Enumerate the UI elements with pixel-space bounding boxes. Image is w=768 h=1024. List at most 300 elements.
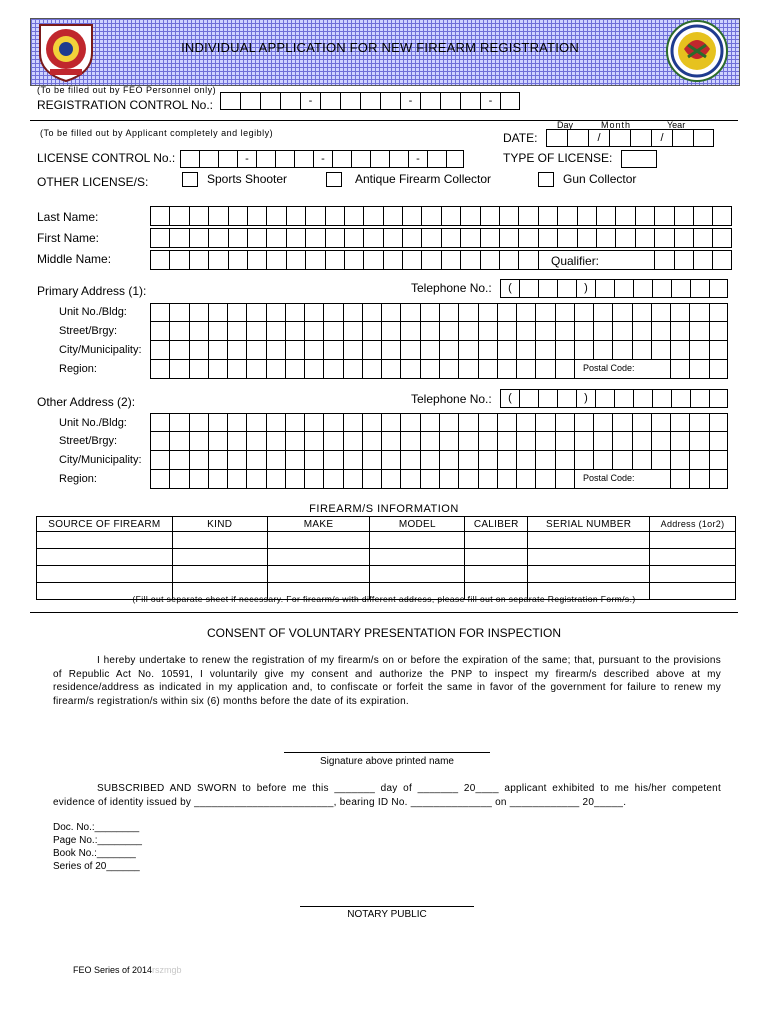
char-box[interactable] <box>401 451 420 469</box>
char-box[interactable] <box>479 470 498 488</box>
char-box[interactable] <box>655 251 674 269</box>
char-box[interactable] <box>228 451 247 469</box>
char-box[interactable] <box>326 229 345 247</box>
char-box[interactable] <box>170 207 189 225</box>
char-box[interactable] <box>613 322 632 340</box>
char-box[interactable] <box>306 229 325 247</box>
char-box[interactable] <box>151 322 170 340</box>
char-box[interactable] <box>421 304 440 321</box>
char-box[interactable] <box>364 251 383 269</box>
char-box[interactable] <box>305 322 324 340</box>
char-box[interactable] <box>324 304 343 321</box>
city-boxes-2[interactable] <box>150 451 728 470</box>
char-box[interactable] <box>151 251 170 269</box>
char-box[interactable] <box>459 304 478 321</box>
char-box[interactable] <box>710 322 729 340</box>
char-box[interactable] <box>421 470 440 488</box>
char-box[interactable] <box>209 207 228 225</box>
char-box[interactable] <box>671 451 690 469</box>
char-box[interactable] <box>190 470 209 488</box>
char-box[interactable] <box>710 432 729 450</box>
char-box[interactable] <box>710 360 729 378</box>
license-control-boxes[interactable]: - - - <box>180 150 464 168</box>
char-box[interactable] <box>247 451 266 469</box>
char-box[interactable] <box>209 322 228 340</box>
char-box[interactable] <box>209 360 228 378</box>
char-box[interactable] <box>209 304 228 321</box>
char-box[interactable] <box>671 341 690 359</box>
char-box[interactable] <box>247 432 266 450</box>
char-box[interactable] <box>594 304 613 321</box>
street-boxes-1[interactable] <box>150 322 728 341</box>
char-box[interactable] <box>324 470 343 488</box>
char-box[interactable] <box>536 341 555 359</box>
char-box[interactable] <box>652 451 671 469</box>
char-box[interactable] <box>498 341 517 359</box>
char-box[interactable] <box>305 451 324 469</box>
char-box[interactable] <box>345 207 364 225</box>
char-box[interactable] <box>190 251 209 269</box>
char-box[interactable] <box>536 470 555 488</box>
city-boxes-1[interactable] <box>150 341 728 360</box>
char-box[interactable] <box>500 229 519 247</box>
char-box[interactable] <box>713 229 732 247</box>
char-box[interactable] <box>324 414 343 431</box>
antique-collector-checkbox[interactable] <box>326 172 342 187</box>
char-box[interactable] <box>324 322 343 340</box>
char-box[interactable] <box>461 207 480 225</box>
char-box[interactable] <box>382 432 401 450</box>
char-box[interactable] <box>363 432 382 450</box>
char-box[interactable] <box>652 341 671 359</box>
char-box[interactable] <box>613 304 632 321</box>
char-box[interactable] <box>633 322 652 340</box>
char-box[interactable] <box>421 414 440 431</box>
char-box[interactable] <box>286 451 305 469</box>
char-box[interactable] <box>633 304 652 321</box>
char-box[interactable] <box>652 414 671 431</box>
char-box[interactable] <box>461 251 480 269</box>
gun-collector-checkbox[interactable] <box>538 172 554 187</box>
char-box[interactable] <box>519 229 538 247</box>
char-box[interactable] <box>382 304 401 321</box>
char-box[interactable] <box>440 360 459 378</box>
char-box[interactable] <box>384 207 403 225</box>
char-box[interactable] <box>500 251 519 269</box>
char-box[interactable] <box>575 322 594 340</box>
char-box[interactable] <box>616 229 635 247</box>
char-box[interactable] <box>287 229 306 247</box>
char-box[interactable] <box>440 414 459 431</box>
char-box[interactable] <box>324 341 343 359</box>
char-box[interactable] <box>248 207 267 225</box>
char-box[interactable] <box>652 304 671 321</box>
char-box[interactable] <box>287 251 306 269</box>
char-box[interactable] <box>267 470 286 488</box>
char-box[interactable] <box>344 360 363 378</box>
char-box[interactable] <box>652 432 671 450</box>
char-box[interactable] <box>228 360 247 378</box>
char-box[interactable] <box>690 360 709 378</box>
char-box[interactable] <box>326 251 345 269</box>
telephone-boxes-1[interactable]: ( ) <box>500 279 728 298</box>
char-box[interactable] <box>209 451 228 469</box>
char-box[interactable] <box>267 451 286 469</box>
char-box[interactable] <box>675 229 694 247</box>
char-box[interactable] <box>170 322 189 340</box>
char-box[interactable] <box>616 207 635 225</box>
char-box[interactable] <box>209 470 228 488</box>
char-box[interactable] <box>633 414 652 431</box>
char-box[interactable] <box>556 414 575 431</box>
char-box[interactable] <box>382 470 401 488</box>
char-box[interactable] <box>440 322 459 340</box>
char-box[interactable] <box>694 229 713 247</box>
char-box[interactable] <box>536 451 555 469</box>
char-box[interactable] <box>190 414 209 431</box>
char-box[interactable] <box>209 414 228 431</box>
char-box[interactable] <box>556 360 575 378</box>
char-box[interactable] <box>170 470 189 488</box>
char-box[interactable] <box>344 414 363 431</box>
char-box[interactable] <box>536 360 555 378</box>
char-box[interactable] <box>286 432 305 450</box>
char-box[interactable] <box>190 207 209 225</box>
char-box[interactable] <box>655 207 674 225</box>
char-box[interactable] <box>422 229 441 247</box>
char-box[interactable] <box>671 360 690 378</box>
char-box[interactable] <box>440 341 459 359</box>
char-box[interactable] <box>459 360 478 378</box>
char-box[interactable] <box>422 251 441 269</box>
char-box[interactable] <box>364 229 383 247</box>
char-box[interactable] <box>479 304 498 321</box>
char-box[interactable] <box>403 229 422 247</box>
char-box[interactable] <box>401 470 420 488</box>
char-box[interactable] <box>517 322 536 340</box>
char-box[interactable] <box>248 229 267 247</box>
table-row[interactable] <box>37 566 736 583</box>
char-box[interactable] <box>517 341 536 359</box>
char-box[interactable] <box>190 451 209 469</box>
char-box[interactable] <box>305 304 324 321</box>
char-box[interactable] <box>286 470 305 488</box>
char-box[interactable] <box>170 432 189 450</box>
char-box[interactable] <box>267 304 286 321</box>
char-box[interactable] <box>459 432 478 450</box>
char-box[interactable] <box>382 341 401 359</box>
char-box[interactable] <box>671 414 690 431</box>
char-box[interactable] <box>190 360 209 378</box>
char-box[interactable] <box>403 251 422 269</box>
char-box[interactable] <box>306 207 325 225</box>
char-box[interactable] <box>151 207 170 225</box>
char-box[interactable] <box>713 251 732 269</box>
char-box[interactable] <box>633 432 652 450</box>
char-box[interactable] <box>575 432 594 450</box>
char-box[interactable] <box>170 414 189 431</box>
char-box[interactable] <box>286 322 305 340</box>
char-box[interactable] <box>229 207 248 225</box>
char-box[interactable] <box>690 432 709 450</box>
char-box[interactable] <box>267 251 286 269</box>
char-box[interactable] <box>517 451 536 469</box>
char-box[interactable] <box>479 432 498 450</box>
char-box[interactable] <box>151 414 170 431</box>
char-box[interactable] <box>382 322 401 340</box>
char-box[interactable] <box>479 360 498 378</box>
char-box[interactable] <box>170 451 189 469</box>
char-box[interactable] <box>247 470 266 488</box>
char-box[interactable] <box>421 360 440 378</box>
char-box[interactable] <box>517 304 536 321</box>
char-box[interactable] <box>305 341 324 359</box>
char-box[interactable] <box>305 414 324 431</box>
char-box[interactable] <box>286 360 305 378</box>
char-box[interactable] <box>459 451 478 469</box>
char-box[interactable] <box>479 414 498 431</box>
char-box[interactable] <box>267 341 286 359</box>
char-box[interactable] <box>440 451 459 469</box>
char-box[interactable] <box>247 322 266 340</box>
char-box[interactable] <box>536 432 555 450</box>
char-box[interactable] <box>519 207 538 225</box>
char-box[interactable] <box>536 322 555 340</box>
char-box[interactable] <box>578 229 597 247</box>
char-box[interactable] <box>286 414 305 431</box>
char-box[interactable] <box>713 207 732 225</box>
char-box[interactable] <box>190 304 209 321</box>
char-box[interactable] <box>421 341 440 359</box>
char-box[interactable] <box>170 360 189 378</box>
char-box[interactable] <box>613 341 632 359</box>
char-box[interactable] <box>229 229 248 247</box>
char-box[interactable] <box>344 304 363 321</box>
char-box[interactable] <box>151 432 170 450</box>
char-box[interactable] <box>498 360 517 378</box>
char-box[interactable] <box>267 229 286 247</box>
char-box[interactable] <box>345 251 364 269</box>
char-box[interactable] <box>498 304 517 321</box>
char-box[interactable] <box>151 470 170 488</box>
char-box[interactable] <box>209 432 228 450</box>
char-box[interactable] <box>382 414 401 431</box>
char-box[interactable] <box>536 414 555 431</box>
char-box[interactable] <box>384 251 403 269</box>
char-box[interactable] <box>671 304 690 321</box>
char-box[interactable] <box>597 207 616 225</box>
char-box[interactable] <box>384 229 403 247</box>
char-box[interactable] <box>364 207 383 225</box>
char-box[interactable] <box>594 432 613 450</box>
char-box[interactable] <box>267 322 286 340</box>
char-box[interactable] <box>690 470 709 488</box>
char-box[interactable] <box>228 470 247 488</box>
char-box[interactable] <box>671 322 690 340</box>
unit-boxes-2[interactable] <box>150 413 728 432</box>
street-boxes-2[interactable] <box>150 432 728 451</box>
char-box[interactable] <box>690 451 709 469</box>
char-box[interactable] <box>170 341 189 359</box>
char-box[interactable] <box>442 207 461 225</box>
char-box[interactable] <box>459 414 478 431</box>
char-box[interactable] <box>170 251 189 269</box>
char-box[interactable] <box>401 432 420 450</box>
char-box[interactable] <box>710 470 729 488</box>
char-box[interactable] <box>363 360 382 378</box>
char-box[interactable] <box>652 322 671 340</box>
char-box[interactable] <box>151 341 170 359</box>
char-box[interactable] <box>228 432 247 450</box>
char-box[interactable] <box>694 251 713 269</box>
char-box[interactable] <box>613 414 632 431</box>
unit-boxes-1[interactable] <box>150 303 728 322</box>
char-box[interactable] <box>694 207 713 225</box>
char-box[interactable] <box>575 414 594 431</box>
char-box[interactable] <box>633 451 652 469</box>
telephone-boxes-2[interactable]: ( ) <box>500 389 728 408</box>
char-box[interactable] <box>481 207 500 225</box>
char-box[interactable] <box>326 207 345 225</box>
date-boxes[interactable]: / / <box>546 129 714 147</box>
char-box[interactable] <box>517 432 536 450</box>
char-box[interactable] <box>556 304 575 321</box>
char-box[interactable] <box>636 229 655 247</box>
char-box[interactable] <box>479 341 498 359</box>
char-box[interactable] <box>498 322 517 340</box>
char-box[interactable] <box>401 341 420 359</box>
char-box[interactable] <box>597 229 616 247</box>
char-box[interactable] <box>421 451 440 469</box>
char-box[interactable] <box>170 229 189 247</box>
last-name-boxes[interactable] <box>150 206 732 226</box>
sports-shooter-checkbox[interactable] <box>182 172 198 187</box>
char-box[interactable] <box>498 470 517 488</box>
char-box[interactable] <box>324 360 343 378</box>
char-box[interactable] <box>401 304 420 321</box>
char-box[interactable] <box>655 229 674 247</box>
char-box[interactable] <box>287 207 306 225</box>
char-box[interactable] <box>675 251 694 269</box>
char-box[interactable] <box>575 341 594 359</box>
char-box[interactable] <box>539 229 558 247</box>
char-box[interactable] <box>305 360 324 378</box>
char-box[interactable] <box>498 451 517 469</box>
char-box[interactable] <box>481 229 500 247</box>
char-box[interactable] <box>479 451 498 469</box>
license-type-box[interactable] <box>621 150 657 168</box>
char-box[interactable] <box>151 360 170 378</box>
char-box[interactable] <box>267 207 286 225</box>
char-box[interactable] <box>613 451 632 469</box>
char-box[interactable] <box>690 414 709 431</box>
char-box[interactable] <box>636 207 655 225</box>
char-box[interactable] <box>710 451 729 469</box>
char-box[interactable] <box>440 304 459 321</box>
char-box[interactable] <box>459 470 478 488</box>
char-box[interactable] <box>690 304 709 321</box>
char-box[interactable] <box>345 229 364 247</box>
char-box[interactable] <box>305 470 324 488</box>
char-box[interactable] <box>363 414 382 431</box>
char-box[interactable] <box>247 341 266 359</box>
char-box[interactable] <box>401 360 420 378</box>
char-box[interactable] <box>228 341 247 359</box>
char-box[interactable] <box>267 414 286 431</box>
char-box[interactable] <box>517 470 536 488</box>
char-box[interactable] <box>479 322 498 340</box>
char-box[interactable] <box>228 414 247 431</box>
char-box[interactable] <box>247 360 266 378</box>
char-box[interactable] <box>248 251 267 269</box>
char-box[interactable] <box>170 304 189 321</box>
char-box[interactable] <box>209 341 228 359</box>
char-box[interactable] <box>613 432 632 450</box>
char-box[interactable] <box>151 229 170 247</box>
char-box[interactable] <box>267 360 286 378</box>
char-box[interactable] <box>575 304 594 321</box>
char-box[interactable] <box>403 207 422 225</box>
char-box[interactable] <box>229 251 248 269</box>
char-box[interactable] <box>363 341 382 359</box>
char-box[interactable] <box>556 341 575 359</box>
table-row[interactable] <box>37 549 736 566</box>
char-box[interactable] <box>324 451 343 469</box>
char-box[interactable] <box>344 470 363 488</box>
char-box[interactable] <box>556 470 575 488</box>
char-box[interactable] <box>461 229 480 247</box>
char-box[interactable] <box>363 470 382 488</box>
char-box[interactable] <box>671 470 690 488</box>
char-box[interactable] <box>517 414 536 431</box>
char-box[interactable] <box>286 304 305 321</box>
char-box[interactable] <box>305 432 324 450</box>
char-box[interactable] <box>556 451 575 469</box>
char-box[interactable] <box>690 341 709 359</box>
char-box[interactable] <box>536 304 555 321</box>
char-box[interactable] <box>539 207 558 225</box>
char-box[interactable] <box>556 322 575 340</box>
char-box[interactable] <box>421 432 440 450</box>
char-box[interactable] <box>594 414 613 431</box>
char-box[interactable] <box>267 432 286 450</box>
char-box[interactable] <box>519 251 538 269</box>
first-name-boxes[interactable] <box>150 228 732 248</box>
char-box[interactable] <box>710 414 729 431</box>
char-box[interactable] <box>363 451 382 469</box>
table-row[interactable] <box>37 532 736 549</box>
char-box[interactable] <box>151 451 170 469</box>
char-box[interactable] <box>422 207 441 225</box>
char-box[interactable] <box>228 322 247 340</box>
char-box[interactable] <box>363 322 382 340</box>
char-box[interactable] <box>578 207 597 225</box>
char-box[interactable] <box>344 322 363 340</box>
char-box[interactable] <box>190 322 209 340</box>
char-box[interactable] <box>401 322 420 340</box>
char-box[interactable] <box>500 207 519 225</box>
char-box[interactable] <box>671 432 690 450</box>
char-box[interactable] <box>401 414 420 431</box>
char-box[interactable] <box>517 360 536 378</box>
char-box[interactable] <box>594 451 613 469</box>
char-box[interactable] <box>442 229 461 247</box>
char-box[interactable] <box>190 341 209 359</box>
char-box[interactable] <box>247 304 266 321</box>
char-box[interactable] <box>498 432 517 450</box>
char-box[interactable] <box>675 207 694 225</box>
char-box[interactable] <box>421 322 440 340</box>
